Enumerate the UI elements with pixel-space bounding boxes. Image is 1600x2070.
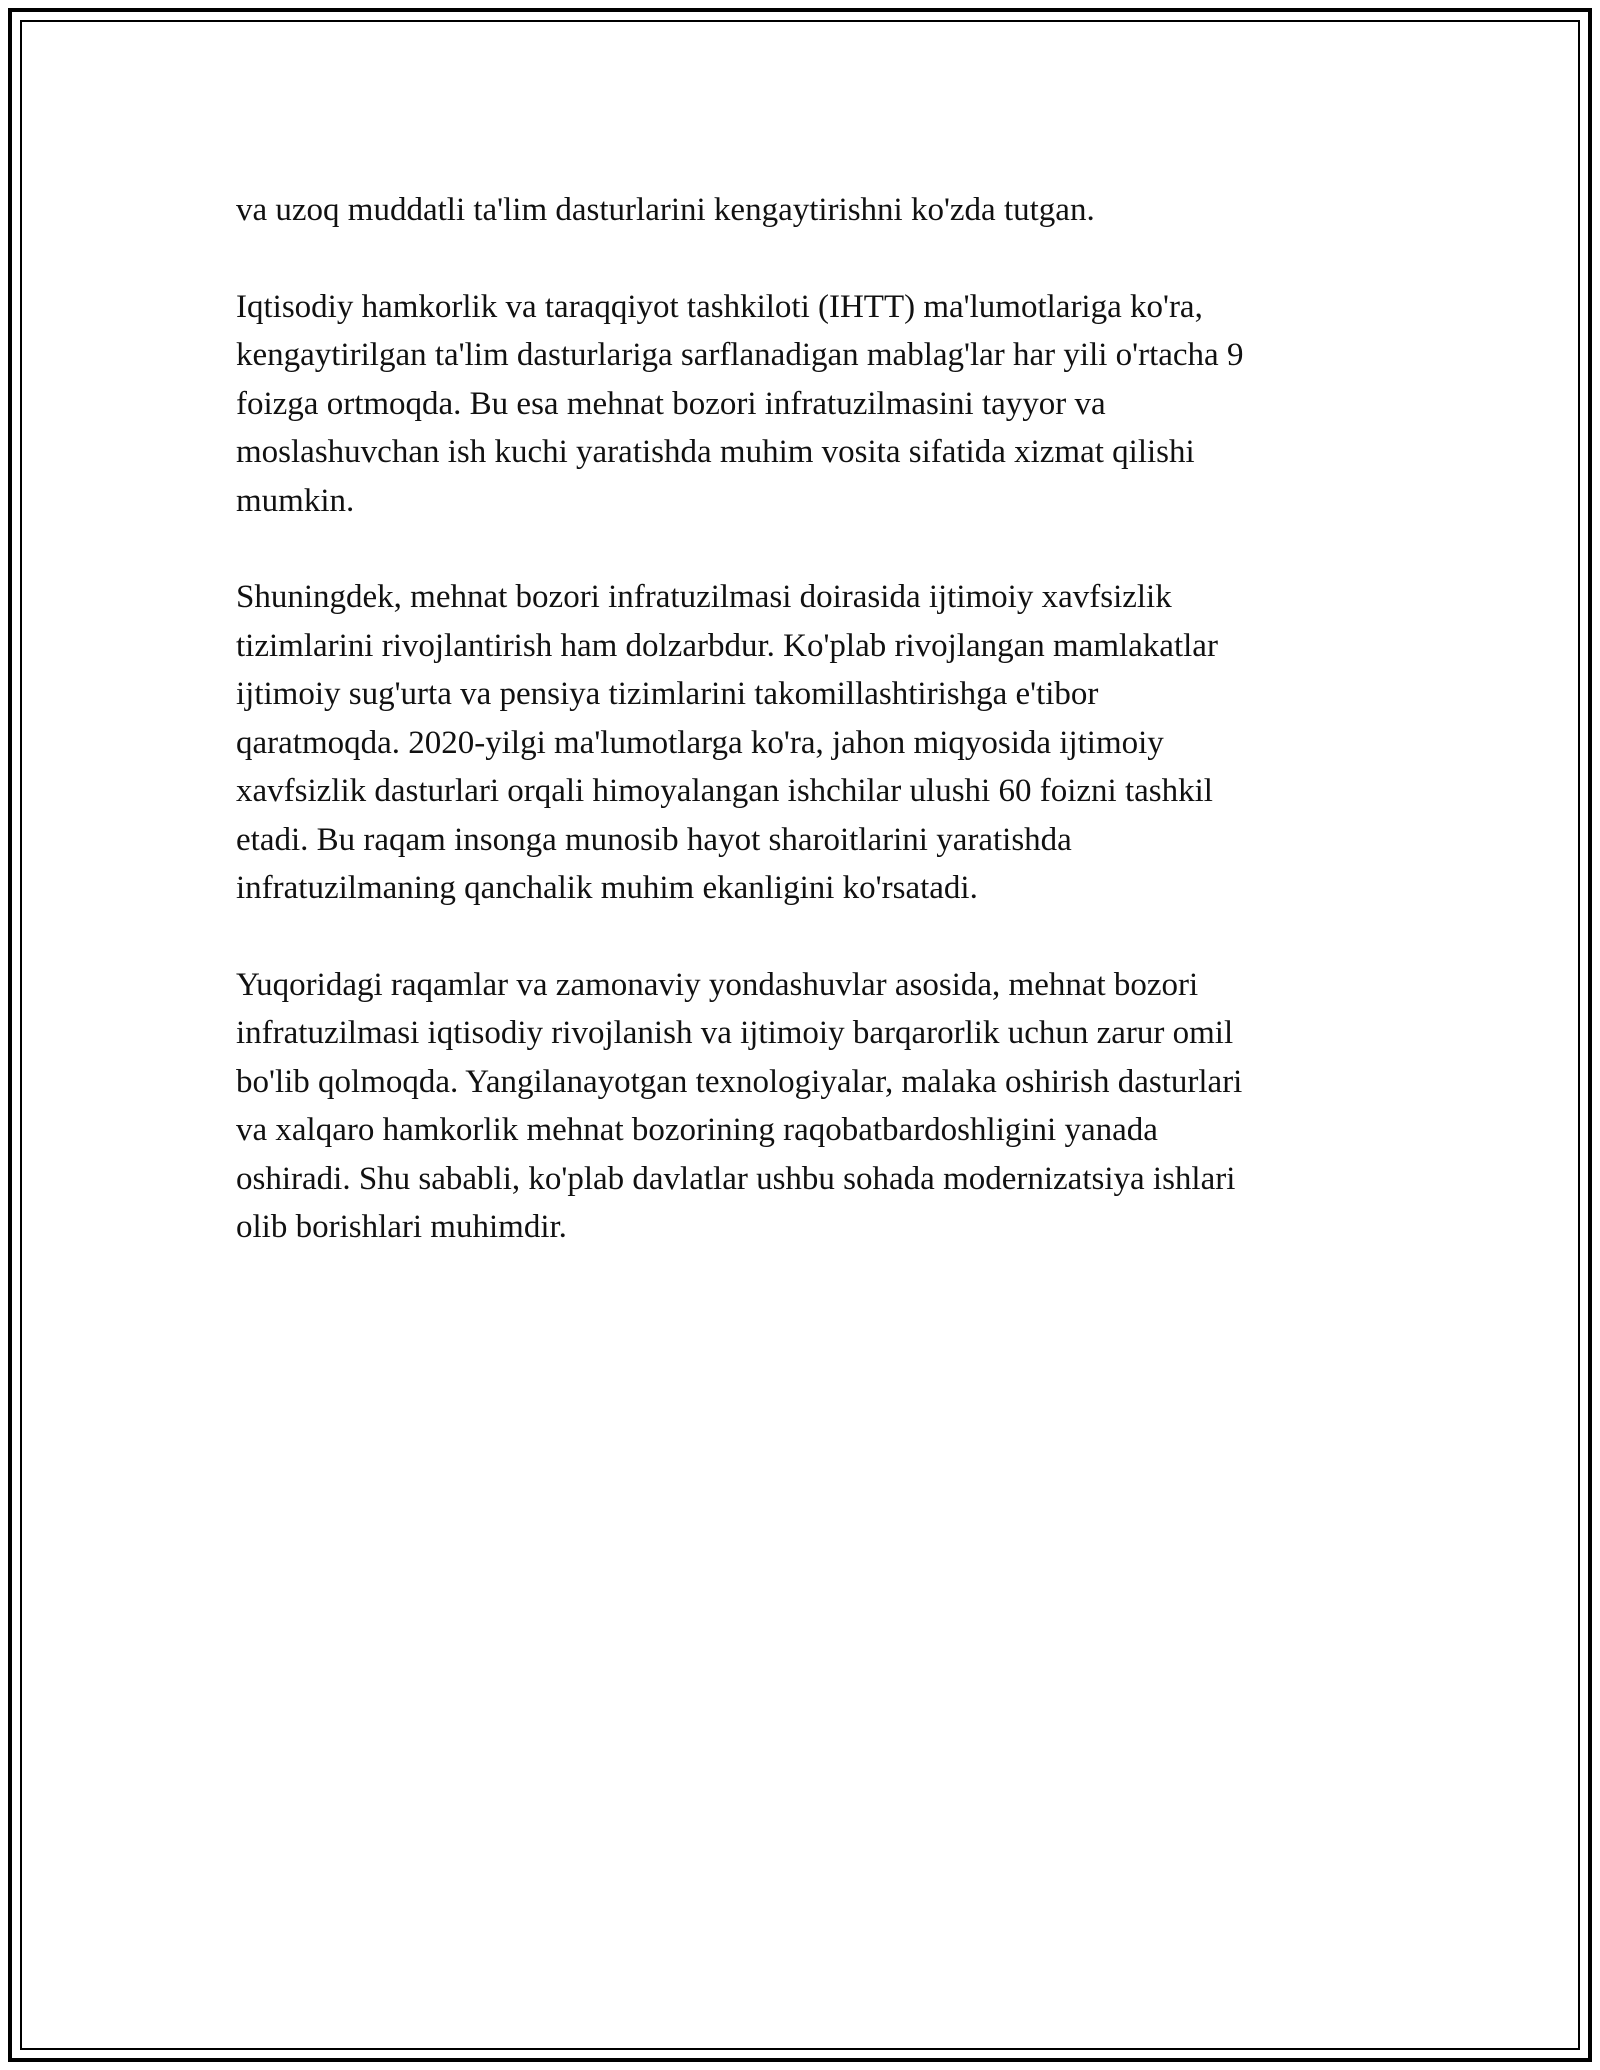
paragraph-education-programs: Iqtisodiy hamkorlik va taraqqiyot tashkiloti (IHTT) ma'lumotlariga ko'ra, kengaytirilgan ta'lim dasturlariga sarflanadigan mablag'lar har yili o'rtacha 9 foizga ortmoqda. Bu esa mehnat bozori infratuzilmasini tayyor va moslashuvchan ish kuchi yaratishda muhim vosita sifatida xizmat qilishi mumkin.: [236, 288, 1244, 519]
document-body: [236, 186, 1366, 1300]
paragraph-continuation: va uzoq muddatli ta'lim dasturlarini kengaytirishni ko'zda tutgan.: [236, 192, 1095, 228]
paragraph-conclusion: Yuqoridagi raqamlar va zamonaviy yondashuvlar asosida, mehnat bozori infratuzilmasi iqtisodiy rivojlanish va ijtimoiy barqarorlik uchun zarur omil bo'lib qolmoqda. Yangilanayotgan texnologiyalar, malaka oshirish dasturlari va xalqaro hamkorlik mehnat bozorining raqobatbardoshligini yanada oshiradi. Shu sababli, ko'plab davlatlar ushbu sohada modernizatsiya ishlari olib borishlari muhimdir.: [236, 966, 1243, 1245]
paragraph-social-security: Shuningdek, mehnat bozori infratuzilmasi doirasida ijtimoiy xavfsizlik tizimlarini rivojlantirish ham dolzarbdur. Ko'plab rivojlangan mamlakatlar ijtimoiy sug'urta va pensiya tizimlarini takomillashtirishga e'tibor qaratmoqda. 2020-yilgi ma'lumotlarga ko'ra, jahon miqyosida ijtimoiy xavfsizlik dasturlari orqali himoyalangan ishchilar ulushi 60 foizni tashkil etadi. Bu raqam insonga munosib hayot sharoitlarini yaratishda infratuzilmaning qanchalik muhim ekanligini ko'rsatadi.: [236, 579, 1218, 906]
